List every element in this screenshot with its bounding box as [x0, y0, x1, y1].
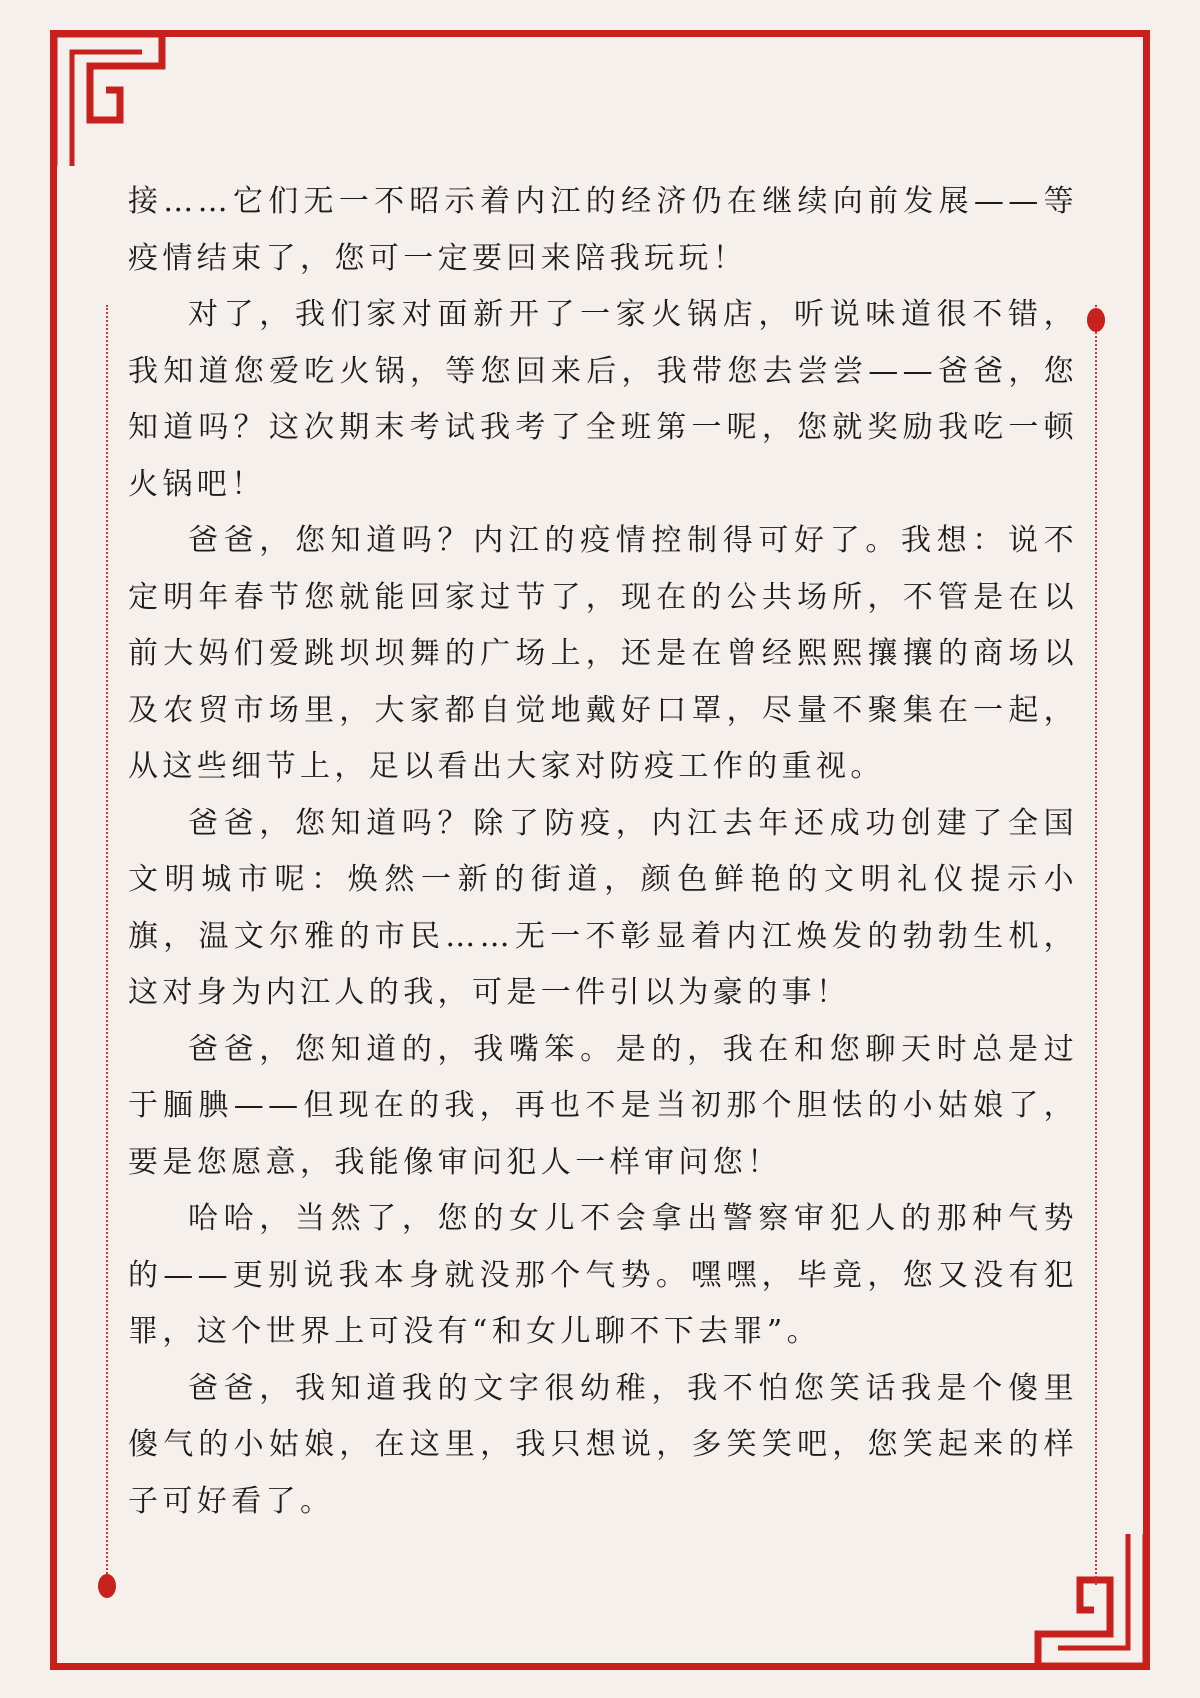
paragraph: 对了，我们家对面新开了一家火锅店，听说味道很不错，我知道您爱吃火锅，等您回来后，我带您去尝尝——爸爸，您知道吗？这次期末考试我考了全班第一呢，您就奖励我吃一顿火锅吧！ [128, 297, 1078, 502]
corner-ornament-bottom-right [1030, 1530, 1150, 1670]
corner-ornament-top-left [50, 30, 170, 170]
dotted-line-left [106, 305, 108, 1585]
red-bead-bottom-left [98, 1574, 116, 1598]
paragraph: 接……它们无一不昭示着内江的经济仍在继续向前发展——等疫情结束了，您可一定要回来陪我玩玩！ [128, 184, 1078, 276]
paragraph: 爸爸，您知道吗？内江的疫情控制得可好了。我想：说不定明年春节您就能回家过节了，现在的公共场所，不管是在以前大妈们爱跳坝坝舞的广场上，还是在曾经熙熙攘攘的商场以及农贸市场里，大家都自觉地戴好口罩，尽量不聚集在一起，从这些细节上，足以看出大家对防疫工作的重视。 [128, 523, 1078, 784]
paragraph: 爸爸，您知道的，我嘴笨。是的，我在和您聊天时总是过于腼腆——但现在的我，再也不是当初那个胆怯的小姑娘了，要是您愿意，我能像审问犯人一样审问您！ [128, 1031, 1078, 1180]
paragraph: 哈哈，当然了，您的女儿不会拿出警察审犯人的那种气势的——更别说我本身就没那个气势。嘿嘿，毕竟，您又没有犯罪，这个世界上可没有“和女儿聊不下去罪”。 [128, 1201, 1078, 1349]
paragraph: 爸爸，我知道我的文字很幼稚，我不怕您笑话我是个傻里傻气的小姑娘，在这里，我只想说，多笑笑吧，您笑起来的样子可好看了。 [128, 1370, 1078, 1519]
red-bead-top-right [1087, 308, 1105, 332]
paragraph: 爸爸，您知道吗？除了防疫，内江去年还成功创建了全国文明城市呢：焕然一新的街道，颜色鲜艳的文明礼仪提示小旗，温文尔雅的市民……无一不彰显着内江焕发的勃勃生机，这对身为内江人的我，可是一件引以为豪的事！ [128, 805, 1078, 1010]
dotted-line-right [1095, 305, 1097, 1585]
letter-body [128, 174, 1078, 1530]
